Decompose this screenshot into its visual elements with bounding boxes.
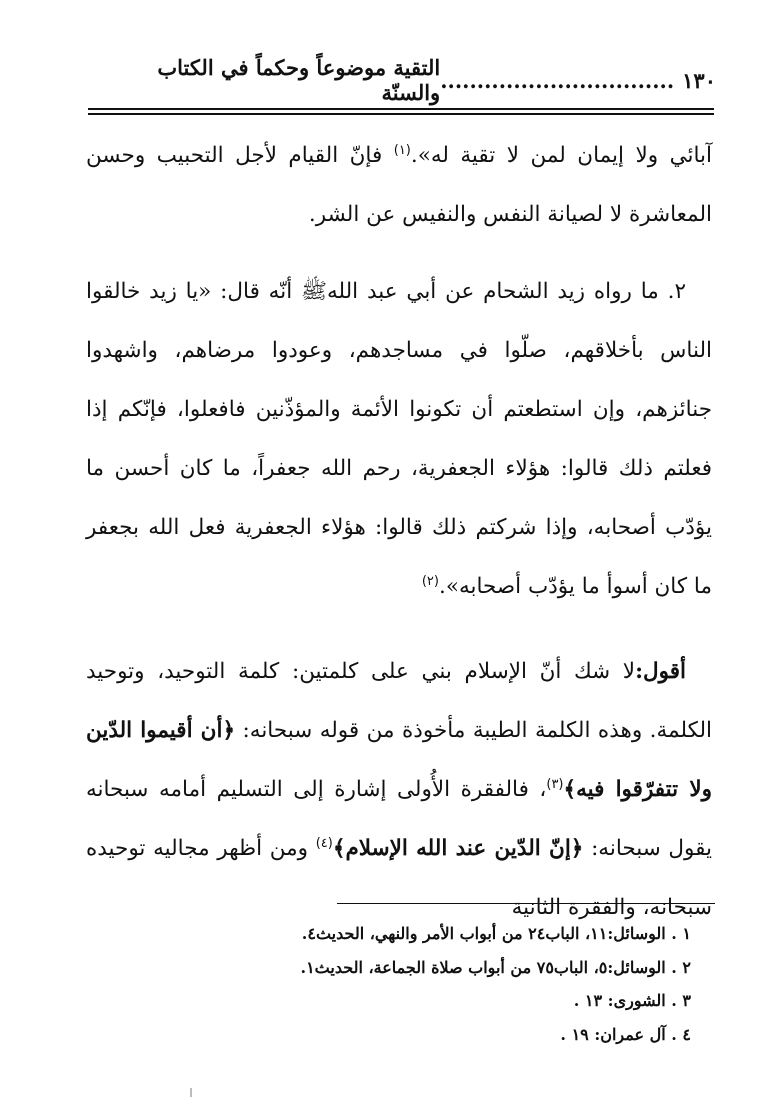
paragraph-2-hadith: أنّه قال: «يا زيد خالقوا الناس بأخلاقهم، صلّوا في مساجدهم، وعودوا مرضاهم، واشهدوا جنائزهم، وإن استطعتم أن تكونوا الأئمة والمؤذّنين فافعلوا، فإنّكم إذا فعلتم ذلك قالوا: هؤلاء الجعفرية، رحم الله جعفراً، ما كان أحسن ما يؤدّب أصحابه، وإذا شركتم ذلك قالوا: هؤلاء الجعفرية فعل الله بجعفر ما كان أسوأ ما يؤدّب أصحابه». [86,279,712,599]
paragraph-3 [86,642,712,937]
footnote-2: ٢ . الوسائل:٥، الباب٧٥ من أبواب صلاة الجماعة، الحديث١. [300,957,691,977]
main-text [86,126,712,937]
footnote-4: ٤ . آل عمران: ١٩ . [560,1024,691,1044]
footnotes [131,917,691,1051]
paragraph-2-start: ٢. ما رواه زيد الشحام عن أبي عبد الله [326,279,686,304]
page-number: ١٣٠ [682,67,716,93]
scan-speck [190,1088,192,1097]
paragraph-3-part-1: لا شك أنّ الإسلام بني على كلمتين: كلمة التوحيد، وتوحيد الكلمة. وهذه الكلمة الطيبة مأخوذة من قوله سبحانه: [86,659,712,743]
footnote-1: ١ . الوسائل:١١، الباب٢٤ من أبواب الأمر والنهي، الحديث٤. [301,924,691,943]
paragraph-1-quote-end: آبائي ولا إيمان لمن لا تقية له». [410,143,712,168]
paragraph-3-part-2: ، فالفقرة الأُولى إشارة إلى التسليم أمامه سبحانه يقول سبحانه: [86,777,712,861]
paragraph-3-lead: أقول: [635,659,686,684]
header-dots: ................................ [440,67,675,93]
paragraph-3-part-3: ومن أظهر مجاليه توحيده سبحانه، والفقرة الثانية [86,836,712,920]
footnote-ref-1: (١) [393,143,411,158]
paragraph-1 [86,126,712,244]
quran-verse-2: ﴿إنّ الدّين عند الله الإسلام﴾ [332,836,584,861]
footnote-separator [337,903,715,904]
quran-verse-1: ﴿أن أقيموا الدّين ولا تتفرّقوا فيه﴾ [86,718,712,802]
footnote-ref-4: (٤) [315,836,333,851]
salutation-glyph: ﷺ [301,279,327,304]
footnote-ref-2: (٢) [421,574,439,589]
header-rule-top [88,108,714,110]
running-title: التقية موضوعاً وحكماً في الكتاب والسنّة [157,55,441,105]
paragraph-2 [86,262,712,616]
running-header [92,55,716,105]
footnote-3: ٣ . الشورى: ١٣ . [573,991,691,1010]
paragraph-1-commentary: فإنّ القيام لأجل التحبيب وحسن المعاشرة لا لصيانة النفس والنفيس عن الشر. [86,143,712,227]
header-rule-bottom [88,113,714,115]
footnote-ref-3: (٣) [546,777,564,792]
